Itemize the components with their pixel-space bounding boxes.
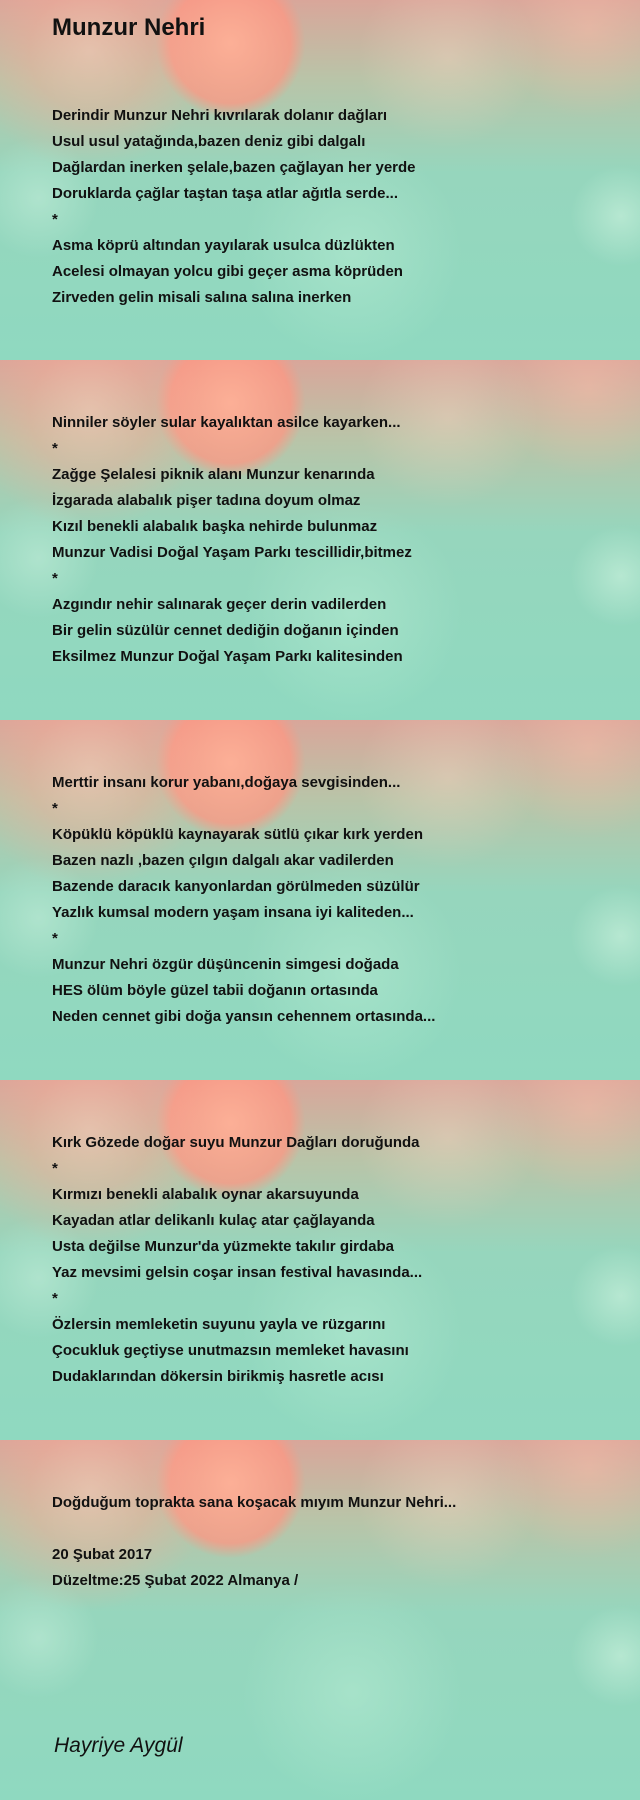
stanza-separator: * (52, 211, 58, 228)
poem-line: Usul usul yatağında,bazen deniz gibi dalgalı (52, 133, 366, 150)
poem-line: Neden cennet gibi doğa yansın cehennem ortasında... (52, 1008, 436, 1025)
poem-line: Munzur Nehri özgür düşüncenin simgesi doğada (52, 956, 399, 973)
poem-line: Bir gelin süzülür cennet dediğin doğanın içinden (52, 622, 399, 639)
poem-line: Kızıl benekli alabalık başka nehirde bulunmaz (52, 518, 378, 535)
poem-panel-1 (0, 0, 640, 360)
poem-line: Usta değilse Munzur'da yüzmekte takılır girdaba (52, 1238, 394, 1255)
poem-line: Özlersin memleketin suyunu yayla ve rüzgarını (52, 1316, 386, 1333)
poem-line: Azgındır nehir salınarak geçer derin vadilerden (52, 596, 387, 613)
poem-panel-2 (0, 360, 640, 720)
poem-line: Ninniler söyler sular kayalıktan asilce kayarken... (52, 414, 401, 431)
poem-line: İzgarada alabalık pişer tadına doyum olmaz (52, 492, 361, 509)
stanza-1 (52, 103, 612, 311)
poem-line: Dudaklarından dökersin birikmiş hasretle acısı (52, 1368, 384, 1385)
poem-line: Kayadan atlar delikanlı kulaç atar çağlayanda (52, 1212, 375, 1229)
poem-line: Bazen nazlı ,bazen çılgın dalgalı akar vadilerden (52, 852, 394, 869)
poem-line: Doğduğum toprakta sana koşacak mıyım Munzur Nehri... (52, 1494, 457, 1511)
poem-line: Yaz mevsimi gelsin coşar insan festival havasında... (52, 1264, 423, 1281)
poem-panel-3 (0, 720, 640, 1080)
stanza-3 (52, 770, 612, 1030)
stanza-separator: * (52, 570, 58, 587)
poem-line: Eksilmez Munzur Doğal Yaşam Parkı kalitesinden (52, 648, 403, 665)
stanza-separator: * (52, 440, 58, 457)
written-date: 20 Şubat 2017 (52, 1546, 153, 1563)
poem-line: Dağlardan inerken şelale,bazen çağlayan her yerde (52, 159, 416, 176)
poem-panel-4 (0, 1080, 640, 1440)
stanza-separator: * (52, 1290, 58, 1307)
stanza-2 (52, 410, 612, 670)
stanza-5 (52, 1490, 612, 1516)
poem-line: Bazende daracık kanyonlardan görülmeden süzülür (52, 878, 420, 895)
date-block (52, 1542, 298, 1594)
poem-line: Munzur Vadisi Doğal Yaşam Parkı tescillidir,bitmez (52, 544, 412, 561)
stanza-separator: * (52, 800, 58, 817)
stanza-separator: * (52, 930, 58, 947)
poem-line: Zağge Şelalesi piknik alanı Munzur kenarında (52, 466, 375, 483)
poem-line: Yazlık kumsal modern yaşam insana iyi kaliteden... (52, 904, 414, 921)
poem-line: Köpüklü köpüklü kaynayarak sütlü çıkar kırk yerden (52, 826, 423, 843)
poem-line: Çocukluk geçtiyse unutmazsın memleket havasını (52, 1342, 409, 1359)
stanza-4 (52, 1130, 612, 1390)
poem-line: HES ölüm böyle güzel tabii doğanın ortasında (52, 982, 378, 999)
poem-line: Acelesi olmayan yolcu gibi geçer asma köprüden (52, 263, 403, 280)
poem-line: Kırk Gözede doğar suyu Munzur Dağları doruğunda (52, 1134, 420, 1151)
poem-panel-5 (0, 1440, 640, 1800)
author-name: Hayriye Aygül (54, 1734, 183, 1757)
poem-line: Asma köprü altından yayılarak usulca düzlükten (52, 237, 395, 254)
stanza-separator: * (52, 1160, 58, 1177)
poem-line: Derindir Munzur Nehri kıvrılarak dolanır dağları (52, 107, 388, 124)
poem-line: Doruklarda çağlar taştan taşa atlar ağıtla serde... (52, 185, 398, 202)
poem-line: Merttir insanı korur yabanı,doğaya sevgisinden... (52, 774, 401, 791)
poem-line: Zirveden gelin misali salına salına inerken (52, 289, 352, 306)
poem-line: Kırmızı benekli alabalık oynar akarsuyunda (52, 1186, 359, 1203)
edited-date: Düzeltme:25 Şubat 2022 Almanya / (52, 1572, 299, 1589)
poem-title: Munzur Nehri (52, 14, 206, 41)
